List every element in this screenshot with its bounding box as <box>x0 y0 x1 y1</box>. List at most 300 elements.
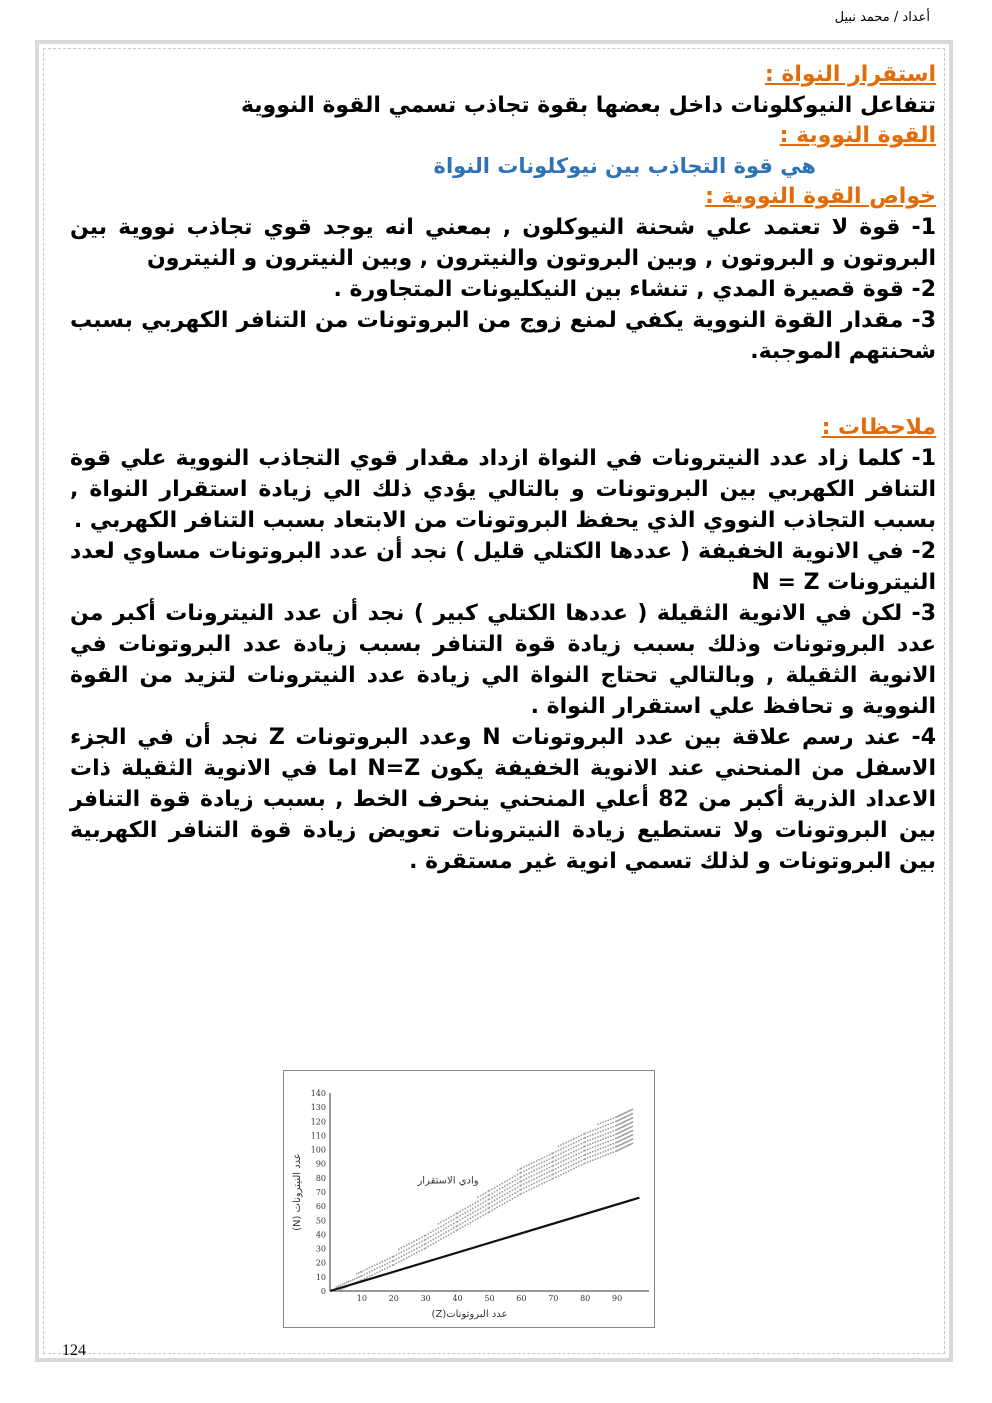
stable-nucleus-point <box>418 1242 420 1244</box>
stable-nucleus-point <box>570 1148 572 1150</box>
author-header: أعداد / محمد نبيل <box>834 10 930 25</box>
stable-nucleus-point <box>435 1229 437 1231</box>
stable-nucleus-point <box>387 1267 389 1269</box>
stable-nucleus-point <box>430 1240 432 1242</box>
stable-nucleus-point <box>597 1145 599 1147</box>
x-tick-label: 70 <box>548 1294 559 1303</box>
stable-nucleus-point <box>356 1277 358 1279</box>
stable-nucleus-point <box>523 1183 525 1185</box>
stable-nucleus-point <box>565 1159 567 1161</box>
stable-nucleus-point <box>366 1272 368 1274</box>
stable-nucleus-point <box>568 1157 570 1159</box>
stable-nucleus-point <box>421 1236 423 1238</box>
stable-nucleus-point <box>416 1252 418 1254</box>
stable-nucleus-point <box>543 1169 545 1171</box>
stable-nucleus-point <box>350 1280 352 1282</box>
stable-nucleus-point <box>494 1208 496 1210</box>
page-content <box>70 60 936 877</box>
stable-nucleus-point <box>584 1150 586 1152</box>
stable-nucleus-point <box>459 1219 461 1221</box>
stable-nucleus-point <box>555 1176 557 1178</box>
stable-nucleus-point <box>565 1171 567 1173</box>
stable-nucleus-point <box>512 1185 514 1187</box>
stable-nucleus-point <box>528 1181 530 1183</box>
stable-nucleus-point <box>595 1146 597 1148</box>
stable-nucleus-point <box>610 1148 612 1150</box>
stable-nucleus-point <box>531 1162 533 1164</box>
stable-nucleus-point <box>482 1202 484 1204</box>
stable-nucleus-point <box>558 1154 560 1156</box>
stable-nucleus-point <box>448 1230 450 1232</box>
stable-nucleus-point <box>584 1145 586 1147</box>
stable-nucleus-point <box>509 1191 511 1193</box>
stable-nucleus-point <box>338 1290 340 1292</box>
stable-nucleus-point <box>338 1285 340 1287</box>
stable-nucleus-point <box>427 1237 429 1239</box>
stable-nucleus-point <box>526 1190 528 1192</box>
stable-nucleus-point <box>558 1175 560 1177</box>
stable-nucleus-point <box>477 1205 479 1207</box>
stable-nucleus-point <box>632 1125 634 1127</box>
stable-nucleus-point <box>546 1176 548 1178</box>
stable-nucleus-point <box>549 1158 551 1160</box>
stable-nucleus-point <box>560 1157 562 1159</box>
stable-nucleus-point <box>438 1223 440 1225</box>
stable-nucleus-point <box>374 1273 376 1275</box>
stable-nucleus-point <box>514 1175 516 1177</box>
stable-nucleus-point <box>506 1197 508 1199</box>
stable-nucleus-point <box>462 1222 464 1224</box>
stable-nucleus-point <box>467 1223 469 1225</box>
stable-nucleus-point <box>580 1139 582 1141</box>
stable-nucleus-point <box>364 1274 366 1276</box>
stable-nucleus-point <box>552 1169 554 1171</box>
stable-nucleus-point <box>371 1270 373 1272</box>
stable-nucleus-point <box>517 1174 519 1176</box>
stable-nucleus-point <box>443 1237 445 1239</box>
stable-nucleus-point <box>512 1194 514 1196</box>
stable-nucleus-point <box>464 1216 466 1218</box>
stable-nucleus-point <box>477 1196 479 1198</box>
stable-nucleus-point <box>418 1250 420 1252</box>
stable-nucleus-point <box>494 1191 496 1193</box>
stable-nucleus-point <box>589 1135 591 1137</box>
stable-nucleus-point <box>612 1134 614 1136</box>
stable-nucleus-point <box>543 1161 545 1163</box>
stable-nucleus-point <box>489 1202 491 1204</box>
stable-nucleus-point <box>570 1165 572 1167</box>
chart-svg <box>284 1071 654 1327</box>
stable-nucleus-point <box>462 1209 464 1211</box>
stable-nucleus-point <box>597 1123 599 1125</box>
stable-nucleus-point <box>600 1122 602 1124</box>
stable-nucleus-point <box>607 1153 609 1155</box>
stable-nucleus-point <box>584 1137 586 1139</box>
stable-nucleus-point <box>552 1156 554 1158</box>
stable-nucleus-point <box>531 1171 533 1173</box>
stable-nucleus-point <box>573 1138 575 1140</box>
stable-nucleus-point <box>575 1162 577 1164</box>
stable-nucleus-point <box>560 1170 562 1172</box>
stable-nucleus-point <box>494 1195 496 1197</box>
stable-nucleus-point <box>440 1230 442 1232</box>
stable-nucleus-point <box>555 1164 557 1166</box>
stable-nucleus-point <box>403 1254 405 1256</box>
stable-nucleus-point <box>563 1151 565 1153</box>
stable-nucleus-point <box>595 1150 597 1152</box>
stable-nucleus-point <box>592 1130 594 1132</box>
x-tick-label: 90 <box>612 1294 623 1303</box>
stable-nucleus-point <box>563 1164 565 1166</box>
stable-nucleus-point <box>600 1131 602 1133</box>
stable-nucleus-point <box>560 1148 562 1150</box>
stable-nucleus-point <box>592 1138 594 1140</box>
stable-nucleus-point <box>395 1262 397 1264</box>
stable-nucleus-point <box>445 1236 447 1238</box>
stable-nucleus-point <box>467 1206 469 1208</box>
stable-nucleus-point <box>538 1159 540 1161</box>
stable-nucleus-point <box>421 1249 423 1251</box>
stable-nucleus-point <box>496 1202 498 1204</box>
stable-nucleus-point <box>610 1144 612 1146</box>
stable-nucleus-point <box>546 1159 548 1161</box>
stable-nucleus-point <box>555 1159 557 1161</box>
stable-nucleus-point <box>425 1243 427 1245</box>
stable-nucleus-point <box>541 1170 543 1172</box>
stable-nucleus-point <box>555 1155 557 1157</box>
stable-nucleus-point <box>595 1129 597 1131</box>
stable-nucleus-point <box>589 1131 591 1133</box>
y-tick-label: 80 <box>315 1173 326 1183</box>
stable-nucleus-point <box>482 1193 484 1195</box>
stable-nucleus-point <box>549 1162 551 1164</box>
stable-nucleus-point <box>538 1176 540 1178</box>
stable-nucleus-point <box>494 1200 496 1202</box>
stable-nucleus-point <box>379 1262 381 1264</box>
stable-nucleus-point <box>506 1184 508 1186</box>
stable-nucleus-point <box>526 1169 528 1171</box>
stable-nucleus-point <box>528 1172 530 1174</box>
stable-nucleus-point <box>541 1175 543 1177</box>
stable-nucleus-point <box>531 1184 533 1186</box>
stable-nucleus-point <box>406 1244 408 1246</box>
stable-nucleus-point <box>489 1194 491 1196</box>
stable-nucleus-point <box>413 1253 415 1255</box>
stable-nucleus-point <box>526 1186 528 1188</box>
stable-nucleus-point <box>563 1156 565 1158</box>
stable-nucleus-point <box>575 1167 577 1169</box>
stable-nucleus-point <box>403 1246 405 1248</box>
stable-nucleus-point <box>580 1160 582 1162</box>
stable-nucleus-point <box>595 1154 597 1156</box>
stable-nucleus-point <box>467 1210 469 1212</box>
stable-nucleus-point <box>607 1119 609 1121</box>
stable-nucleus-point <box>406 1257 408 1259</box>
x-tick-label: 80 <box>580 1294 591 1303</box>
stable-nucleus-point <box>528 1164 530 1166</box>
stable-nucleus-point <box>403 1250 405 1252</box>
stable-nucleus-point <box>472 1203 474 1205</box>
stable-nucleus-point <box>607 1128 609 1130</box>
stable-nucleus-point <box>509 1178 511 1180</box>
stable-nucleus-point <box>558 1162 560 1164</box>
stable-nucleus-point <box>450 1233 452 1235</box>
stable-nucleus-point <box>560 1174 562 1176</box>
y-tick-label: 60 <box>315 1202 326 1212</box>
stable-nucleus-point <box>366 1268 368 1270</box>
stable-nucleus-point <box>597 1128 599 1130</box>
stable-nucleus-point <box>393 1255 395 1257</box>
stable-nucleus-point <box>612 1126 614 1128</box>
stable-nucleus-point <box>568 1145 570 1147</box>
stable-nucleus-point <box>499 1197 501 1199</box>
stable-nucleus-point <box>597 1132 599 1134</box>
stable-nucleus-point <box>389 1266 391 1268</box>
stable-nucleus-point <box>573 1159 575 1161</box>
stable-nucleus-point <box>506 1188 508 1190</box>
stable-nucleus-point <box>612 1117 614 1119</box>
stable-nucleus-point <box>393 1260 395 1262</box>
stable-nucleus-point <box>632 1138 634 1140</box>
stable-nucleus-point <box>568 1162 570 1164</box>
stable-nucleus-point <box>342 1283 344 1285</box>
stable-nucleus-point <box>563 1168 565 1170</box>
stable-nucleus-point <box>443 1224 445 1226</box>
stable-nucleus-point <box>538 1172 540 1174</box>
stable-nucleus-point <box>379 1266 381 1268</box>
stable-nucleus-point <box>610 1118 612 1120</box>
stable-nucleus-point <box>536 1168 538 1170</box>
stable-nucleus-point <box>416 1239 418 1241</box>
stable-nucleus-point <box>533 1170 535 1172</box>
stable-nucleus-point <box>335 1290 337 1292</box>
stable-nucleus-point <box>560 1161 562 1163</box>
stable-nucleus-point <box>504 1194 506 1196</box>
stable-nucleus-point <box>538 1184 540 1186</box>
stable-nucleus-point <box>549 1154 551 1156</box>
stable-nucleus-point <box>496 1194 498 1196</box>
stable-nucleus-point <box>354 1278 356 1280</box>
stable-nucleus-point <box>573 1155 575 1157</box>
stable-nucleus-point <box>543 1178 545 1180</box>
stable-nucleus-point <box>443 1228 445 1230</box>
stable-nucleus-point <box>565 1154 567 1156</box>
stable-nucleus-point <box>501 1187 503 1189</box>
stable-nucleus-point <box>546 1168 548 1170</box>
note-item: 2- في الانوية الخفيفة ( عددها الكتلي قليل ) نجد أن عدد البروتونات مساوي لعدد النيترونات N = Z <box>70 539 936 595</box>
stable-nucleus-point <box>393 1264 395 1266</box>
stable-nucleus-point <box>435 1237 437 1239</box>
stable-nucleus-point <box>401 1260 403 1262</box>
stable-nucleus-point <box>563 1173 565 1175</box>
stable-nucleus-point <box>523 1175 525 1177</box>
stable-nucleus-point <box>570 1152 572 1154</box>
stable-nucleus-point <box>489 1211 491 1213</box>
stable-nucleus-point <box>531 1175 533 1177</box>
stable-nucleus-point <box>587 1144 589 1146</box>
stable-nucleus-point <box>521 1193 523 1195</box>
stable-nucleus-point <box>387 1263 389 1265</box>
stable-nucleus-point <box>453 1223 455 1225</box>
stable-nucleus-point <box>459 1211 461 1213</box>
stable-nucleus-point <box>358 1276 360 1278</box>
stable-nucleus-point <box>610 1123 612 1125</box>
stable-nucleus-point <box>632 1109 634 1111</box>
stable-nucleus-point <box>565 1167 567 1169</box>
stable-nucleus-point <box>552 1178 554 1180</box>
stable-nucleus-point <box>387 1258 389 1260</box>
stable-nucleus-point <box>552 1165 554 1167</box>
stable-nucleus-point <box>358 1272 360 1274</box>
stable-nucleus-point <box>575 1145 577 1147</box>
y-tick-label: 90 <box>315 1159 326 1169</box>
stable-nucleus-point <box>485 1205 487 1207</box>
stable-nucleus-point <box>521 1189 523 1191</box>
stable-nucleus-point <box>453 1231 455 1233</box>
stable-nucleus-point <box>607 1132 609 1134</box>
stable-nucleus-point <box>489 1207 491 1209</box>
stable-nucleus-point <box>573 1147 575 1149</box>
stable-nucleus-point <box>480 1203 482 1205</box>
stable-nucleus-point <box>602 1130 604 1132</box>
stable-nucleus-point <box>563 1160 565 1162</box>
stable-nucleus-point <box>427 1246 429 1248</box>
stable-nucleus-point <box>543 1173 545 1175</box>
stable-nucleus-point <box>514 1196 516 1198</box>
stable-nucleus-point <box>432 1239 434 1241</box>
stable-nucleus-point <box>411 1254 413 1256</box>
stable-nucleus-point <box>587 1153 589 1155</box>
stable-nucleus-point <box>595 1141 597 1143</box>
stable-nucleus-point <box>457 1212 459 1214</box>
stable-nucleus-point <box>523 1187 525 1189</box>
stable-nucleus-point <box>526 1178 528 1180</box>
stable-nucleus-point <box>450 1224 452 1226</box>
stable-nucleus-point <box>489 1198 491 1200</box>
stable-nucleus-point <box>632 1130 634 1132</box>
stable-nucleus-point <box>607 1124 609 1126</box>
stable-nucleus-point <box>592 1155 594 1157</box>
y-tick-label: 130 <box>310 1103 326 1113</box>
stable-nucleus-point <box>445 1227 447 1229</box>
stable-nucleus-point <box>457 1216 459 1218</box>
stable-nucleus-point <box>448 1226 450 1228</box>
stable-nucleus-point <box>602 1126 604 1128</box>
stable-nucleus-point <box>408 1256 410 1258</box>
stable-nucleus-point <box>546 1172 548 1174</box>
stable-nucleus-point <box>450 1228 452 1230</box>
stable-nucleus-point <box>335 1286 337 1288</box>
stable-nucleus-point <box>528 1189 530 1191</box>
stable-nucleus-point <box>432 1230 434 1232</box>
stable-nucleus-point <box>600 1156 602 1158</box>
stable-nucleus-point <box>526 1165 528 1167</box>
stable-nucleus-point <box>589 1143 591 1145</box>
x-axis-label: عدد البروتونات(Z) <box>431 1309 508 1320</box>
stability-text: تتفاعل النيوكلونات داخل بعضها بقوة تجاذب تسمي القوة النووية <box>240 93 936 118</box>
stable-nucleus-point <box>607 1136 609 1138</box>
stable-nucleus-point <box>575 1141 577 1143</box>
stable-nucleus-point <box>384 1260 386 1262</box>
stable-nucleus-point <box>453 1214 455 1216</box>
y-tick-label: 30 <box>315 1244 326 1254</box>
stable-nucleus-point <box>612 1143 614 1145</box>
stable-nucleus-point <box>538 1180 540 1182</box>
stable-nucleus-point <box>469 1209 471 1211</box>
stable-nucleus-point <box>369 1271 371 1273</box>
stable-nucleus-point <box>398 1248 400 1250</box>
stable-nucleus-point <box>499 1192 501 1194</box>
page-number: 124 <box>62 1342 86 1359</box>
stable-nucleus-point <box>587 1136 589 1138</box>
stable-nucleus-point <box>406 1253 408 1255</box>
stable-nucleus-point <box>374 1264 376 1266</box>
stable-nucleus-point <box>389 1261 391 1263</box>
stable-nucleus-point <box>494 1204 496 1206</box>
stable-nucleus-point <box>496 1207 498 1209</box>
stable-nucleus-point <box>595 1133 597 1135</box>
stable-nucleus-point <box>435 1241 437 1243</box>
stable-nucleus-point <box>521 1172 523 1174</box>
stable-nucleus-point <box>416 1248 418 1250</box>
x-tick-label: 50 <box>484 1294 495 1303</box>
stable-nucleus-point <box>346 1282 348 1284</box>
stable-nucleus-point <box>472 1220 474 1222</box>
stable-nucleus-point <box>512 1181 514 1183</box>
stable-nucleus-point <box>538 1163 540 1165</box>
stable-nucleus-point <box>552 1161 554 1163</box>
x-tick-label: 60 <box>516 1294 527 1303</box>
stable-nucleus-point <box>411 1246 413 1248</box>
stable-nucleus-point <box>523 1179 525 1181</box>
stable-nucleus-point <box>401 1256 403 1258</box>
properties-heading: خواص القوة النووية : <box>705 184 936 209</box>
stable-nucleus-point <box>536 1160 538 1162</box>
stable-nucleus-point <box>592 1147 594 1149</box>
stable-nucleus-point <box>482 1198 484 1200</box>
stable-nucleus-point <box>506 1192 508 1194</box>
stable-nucleus-point <box>440 1234 442 1236</box>
stable-nucleus-point <box>549 1179 551 1181</box>
stable-nucleus-point <box>501 1195 503 1197</box>
y-tick-label: 50 <box>315 1216 326 1226</box>
stable-nucleus-point <box>587 1157 589 1159</box>
stable-nucleus-point <box>464 1212 466 1214</box>
stable-nucleus-point <box>602 1147 604 1149</box>
stable-nucleus-point <box>344 1283 346 1285</box>
stable-nucleus-point <box>612 1151 614 1153</box>
stable-nucleus-point <box>607 1145 609 1147</box>
stable-nucleus-point <box>352 1279 354 1281</box>
y-tick-label: 100 <box>310 1145 326 1155</box>
stable-nucleus-point <box>584 1162 586 1164</box>
stable-nucleus-point <box>578 1157 580 1159</box>
stable-nucleus-point <box>469 1222 471 1224</box>
stable-nucleus-point <box>514 1179 516 1181</box>
stable-nucleus-point <box>514 1188 516 1190</box>
stable-nucleus-point <box>546 1155 548 1157</box>
stable-nucleus-point <box>584 1133 586 1135</box>
stable-nucleus-point <box>587 1140 589 1142</box>
stable-nucleus-point <box>575 1150 577 1152</box>
stable-nucleus-point <box>592 1142 594 1144</box>
stable-nucleus-point <box>445 1231 447 1233</box>
stable-nucleus-point <box>475 1202 477 1204</box>
stable-nucleus-point <box>496 1198 498 1200</box>
stable-nucleus-point <box>472 1216 474 1218</box>
stable-nucleus-point <box>445 1223 447 1225</box>
stable-nucleus-point <box>610 1135 612 1137</box>
